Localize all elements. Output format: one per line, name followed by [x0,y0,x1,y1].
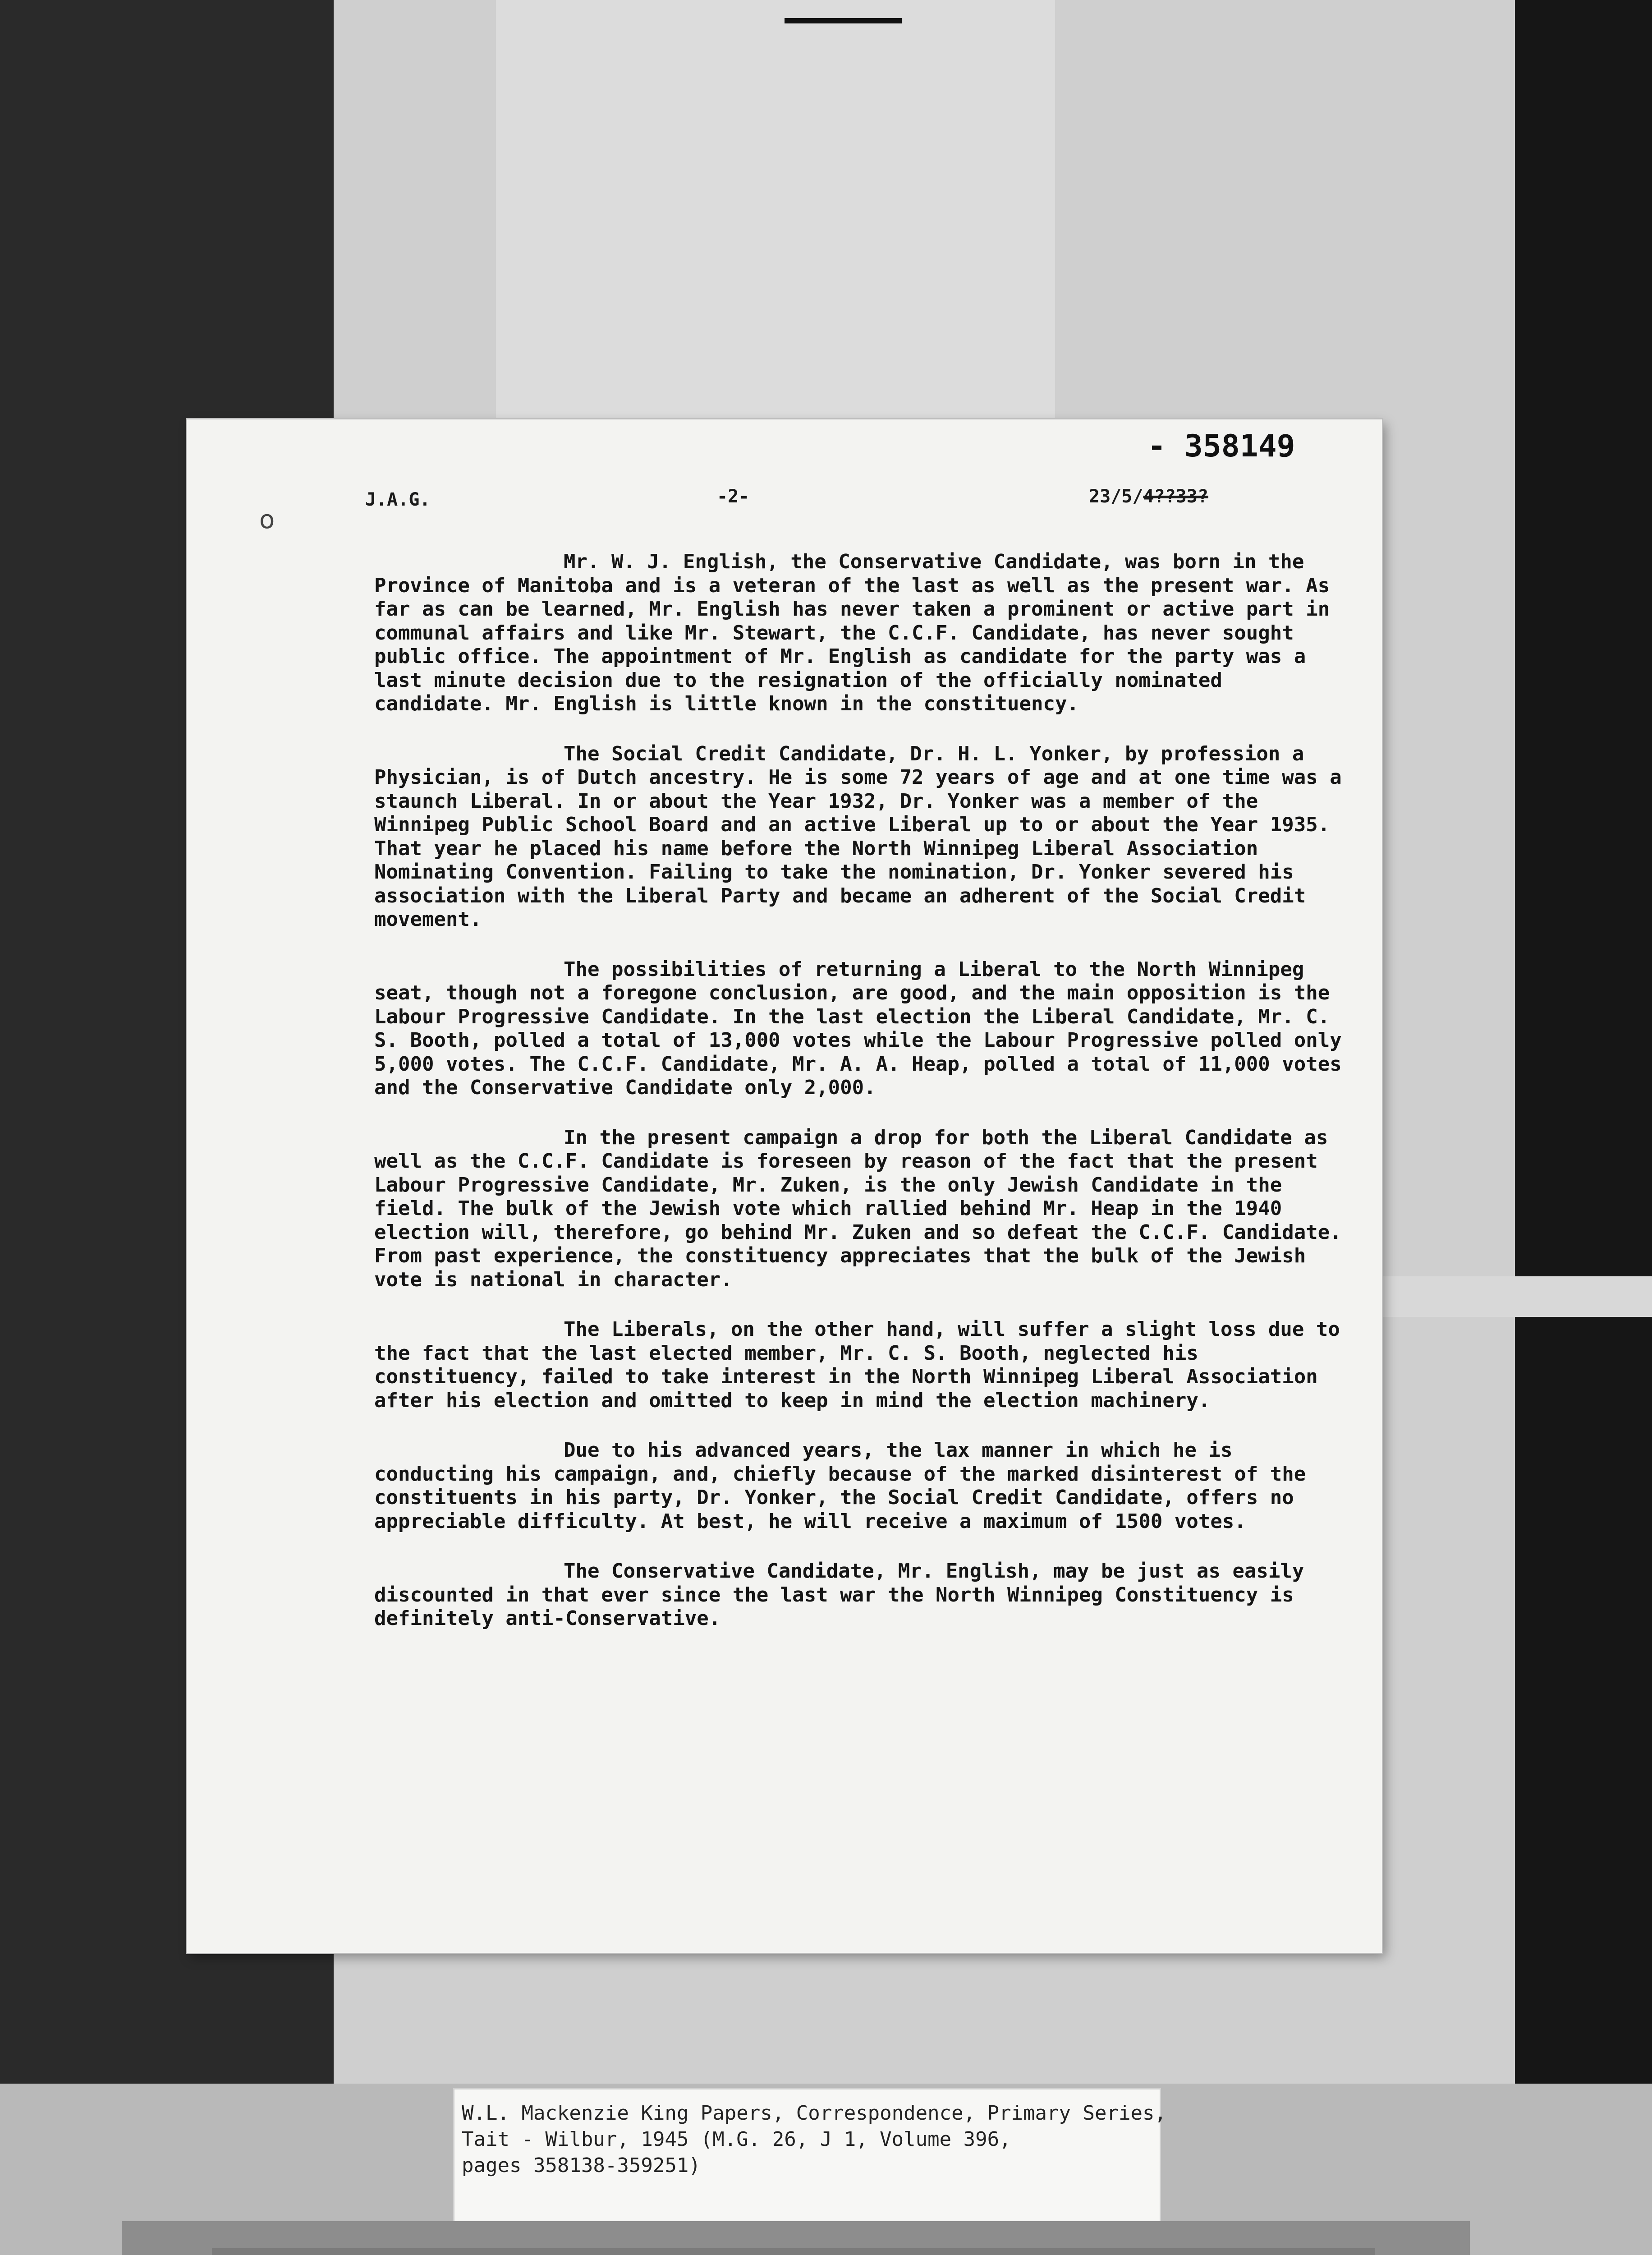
paragraph-advanced-years: Due to his advanced years, the lax manner in which he is conducting his campaign, and, chiefly because of the marked disinterest of the constituents in his party, Dr. Yonker, the Social Credit Candidate, offers no appreciable difficulty. At best, he will receive a maximum of 1500 votes. [374,1439,1306,1533]
paragraph-possibilities: The possibilities of returning a Liberal to the North Winnipeg seat, though not a foregone conclusion, are good, and the main opposition is the Labour Progressive Candidate. In the last election the Liberal Candidate, Mr. C. S. Booth, polled a total of 13,000 votes while the Labour Progressive polled only 5,000 votes. The C.C.F. Candidate, Mr. A. A. Heap, polled a total of 11,000 votes and the Conservative Candidate only 2,000. [374,957,1342,1099]
citation-card [453,2088,1166,2223]
page-number: -2- [717,486,750,507]
punch-hole-icon: o [259,505,275,534]
citation-line-2: Tait - Wilbur, 1945 (M.G. 26, J 1, Volume 396, [462,2128,1011,2151]
document-body [374,550,1348,1657]
film-border-right [1515,0,1652,2255]
document-header [187,419,1382,537]
struck-reference: 4??33? [1143,486,1208,507]
film-background-highlight [496,0,1055,428]
paragraph-english: Mr. W. J. English, the Conservative Candidate, was born in the Province of Manitoba and is a veteran of the last as well as the present war. As far as can be learned, Mr. English has never taken a prominent or active part in communal affairs and like Mr. Stewart, the C.C.F. Candidate, has never sought public office. The appointment of Mr. English as candidate for the party was a last minute decision due to the resignation of the officially nominated candidate. Mr. English is little known in the constituency. [374,550,1330,715]
document-number: - 358149 [1147,428,1295,464]
citation-line-3: pages 358138-359251) [462,2154,701,2177]
paragraph-yonker: The Social Credit Candidate, Dr. H. L. Yonker, by profession a Physician, is of Dutch ancestry. He is some 72 years of age and at one time was a staunch Liberal. In or about the Year 1932, Dr. Yonker was a member of the Winnipeg Public School Board and an active Liberal up to or about the Year 1935. That year he placed his name before the North Winnipeg Liberal Association Nominating Convention. Failing to take the nomination, Dr. Yonker severed his association with the Liberal Party and became an adherent of the Social Credit movement. [374,742,1342,931]
paragraph-liberals: The Liberals, on the other hand, will suffer a slight loss due to the fact that the last elected member, Mr. C. S. Booth, neglected his constituency, failed to take interest in the North Winnipeg Liberal Association after his election and omitted to keep in mind the election machinery. [374,1318,1340,1412]
citation-line-1: W.L. Mackenzie King Papers, Correspondence, Primary Series, [462,2102,1166,2125]
banner-plate [212,2248,1375,2255]
paragraph-present-campaign: In the present campaign a drop for both the Liberal Candidate as well as the C.C.F. Candidate is foreseen by reason of the fact that the present Labour Progressive Candidate, Mr. Zuken, is the only Jewish Candidate in the field. The bulk of the Jewish vote which rallied behind Mr. Heap in the 1940 election will, therefore, go behind Mr. Zuken and so defeat the C.C.F. Candidate. From past experience, the constituency appreciates that the bulk of the Jewish vote is national in character. [374,1126,1342,1291]
header-reference: 23/5/4??33? [1089,486,1208,507]
film-top-mark [785,18,902,23]
paragraph-conservative: The Conservative Candidate, Mr. English, may be just as easily discounted in that ever since the last war the North Winnipeg Constituency is definitely anti-Conservative. [374,1560,1304,1630]
header-initials: J.A.G. [365,489,431,510]
archives-banner [122,2221,1470,2255]
typed-document-page [187,419,1382,1953]
